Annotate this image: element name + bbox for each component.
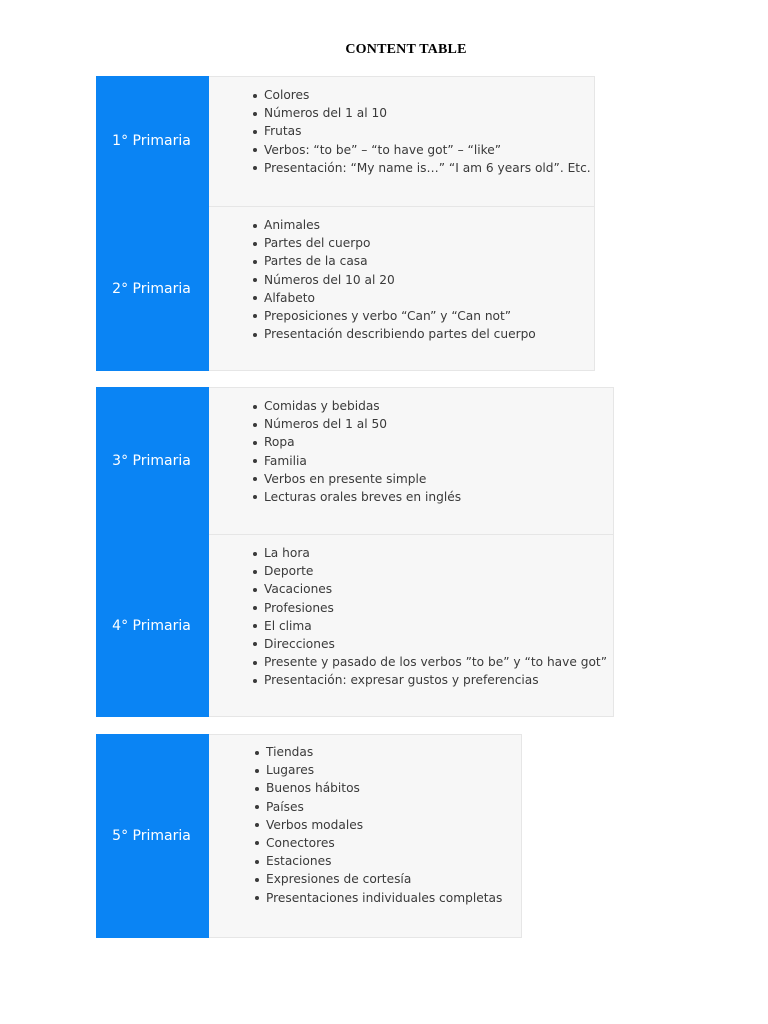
list-item: Deporte [209, 562, 613, 580]
list-item: Números del 1 al 10 [209, 104, 594, 122]
list-item: Profesiones [209, 599, 613, 617]
grade-label-cell: 4° Primaria [96, 534, 209, 717]
topics-cell [209, 387, 614, 534]
list-item: Direcciones [209, 635, 613, 653]
list-item: Ropa [209, 433, 613, 451]
list-item: Animales [209, 216, 594, 234]
list-item: Tiendas [209, 743, 521, 761]
table-row-grade-1 [96, 76, 595, 206]
list-item: Presentación: expresar gustos y preferencias [209, 671, 613, 689]
list-item: Partes de la casa [209, 252, 594, 270]
grade-label-cell: 1° Primaria [96, 76, 209, 206]
table-row-grade-4 [96, 534, 614, 717]
list-item: Países [209, 798, 521, 816]
list-item: Partes del cuerpo [209, 234, 594, 252]
list-item: Familia [209, 452, 613, 470]
list-item: Comidas y bebidas [209, 397, 613, 415]
content-table-1 [96, 76, 595, 371]
content-table-3 [96, 734, 522, 938]
topics-cell [209, 534, 614, 717]
list-item: Vacaciones [209, 580, 613, 598]
topics-list [209, 735, 521, 907]
list-item: La hora [209, 544, 613, 562]
list-item: Verbos modales [209, 816, 521, 834]
list-item: Frutas [209, 122, 594, 140]
list-item: Verbos: “to be” – “to have got” – “like” [209, 141, 594, 159]
table-row-grade-5 [96, 734, 522, 938]
list-item: Lecturas orales breves en inglés [209, 488, 613, 506]
table-row-grade-3 [96, 387, 614, 534]
topics-cell [209, 206, 595, 371]
list-item: Números del 1 al 50 [209, 415, 613, 433]
topics-list [209, 77, 594, 177]
list-item: Expresiones de cortesía [209, 870, 521, 888]
list-item: Alfabeto [209, 289, 594, 307]
list-item: Presentación describiendo partes del cuerpo [209, 325, 594, 343]
topics-list [209, 207, 594, 343]
list-item: Estaciones [209, 852, 521, 870]
list-item: Preposiciones y verbo “Can” y “Can not” [209, 307, 594, 325]
content-table-2 [96, 387, 614, 717]
list-item: Buenos hábitos [209, 779, 521, 797]
list-item: Colores [209, 86, 594, 104]
list-item: Presentaciones individuales completas [209, 889, 521, 907]
list-item: Presente y pasado de los verbos ”to be” y “to have got” [209, 653, 613, 671]
list-item: Lugares [209, 761, 521, 779]
grade-label-cell: 5° Primaria [96, 734, 209, 938]
grade-label-cell: 2° Primaria [96, 206, 209, 371]
grade-label-cell: 3° Primaria [96, 387, 209, 534]
list-item: Números del 10 al 20 [209, 271, 594, 289]
topics-list [209, 388, 613, 506]
list-item: El clima [209, 617, 613, 635]
topics-list [209, 535, 613, 690]
table-row-grade-2 [96, 206, 595, 371]
list-item: Presentación: “My name is…” “I am 6 years old”. Etc. [209, 159, 594, 177]
topics-cell [209, 734, 522, 938]
document-title: CONTENT TABLE [345, 42, 467, 57]
list-item: Conectores [209, 834, 521, 852]
topics-cell [209, 76, 595, 206]
list-item: Verbos en presente simple [209, 470, 613, 488]
